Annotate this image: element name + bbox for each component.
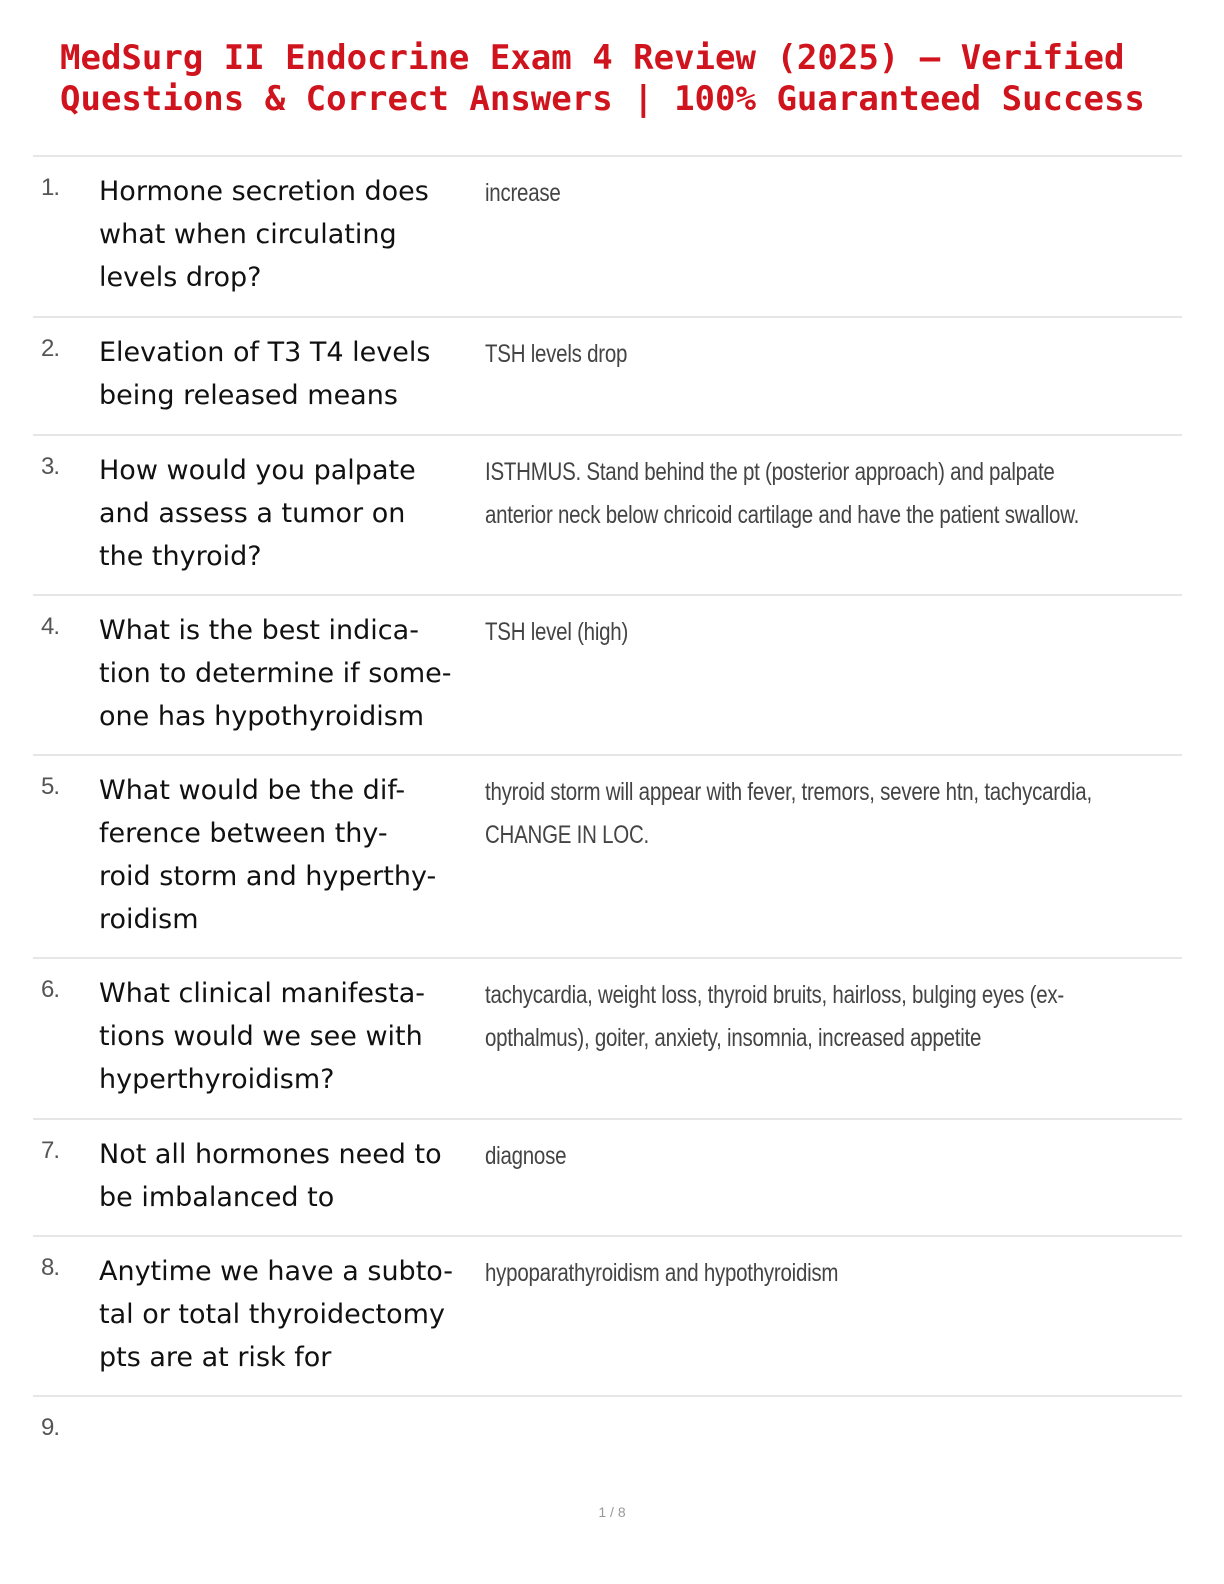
question-line: one has hypothyroidism	[99, 701, 425, 732]
question-line: being released means	[99, 380, 398, 411]
qa-item	[33, 1395, 1182, 1475]
question-line: be imbalanced to	[99, 1182, 335, 1213]
question-line: pts are at risk for	[99, 1342, 332, 1373]
answer-line: CHANGE IN LOC.	[485, 821, 649, 849]
item-number: 8.	[41, 1254, 60, 1281]
item-number: 5.	[41, 773, 60, 800]
answer-text	[485, 771, 1092, 857]
answer-line: tachycardia, weight loss, thyroid bruits, hairloss, bulging eyes (ex-	[485, 981, 1064, 1009]
answer-line: opthalmus), goiter, anxiety, insomnia, increased appetite	[485, 1024, 982, 1052]
document-title	[60, 38, 1190, 120]
question-line: ference between thy-	[99, 818, 388, 849]
item-number: 4.	[41, 613, 60, 640]
question-text	[99, 331, 479, 417]
page-number: 1 / 8	[598, 1504, 626, 1520]
item-number: 6.	[41, 976, 60, 1003]
qa-item	[33, 957, 1182, 1118]
item-number: 7.	[41, 1137, 60, 1164]
question-line: and assess a tumor on	[99, 498, 406, 529]
answer-line: ISTHMUS. Stand behind the pt (posterior approach) and palpate	[485, 458, 1055, 486]
question-line: What is the best indica-	[99, 615, 419, 646]
question-text	[99, 769, 479, 941]
question-text	[99, 1133, 479, 1219]
question-line: What would be the dif-	[99, 775, 406, 806]
answer-text	[485, 172, 1051, 215]
question-text	[99, 972, 479, 1101]
item-number: 1.	[41, 174, 60, 201]
question-line: hyperthyroidism?	[99, 1064, 335, 1095]
answer-line: anterior neck below chricoid cartilage and have the patient swallow.	[485, 501, 1080, 529]
qa-item	[33, 1235, 1182, 1395]
answer-line: TSH levels drop	[485, 340, 628, 368]
answer-text	[485, 333, 1051, 376]
item-number: 3.	[41, 453, 60, 480]
item-number: 2.	[41, 335, 60, 362]
answer-text	[485, 974, 1064, 1060]
answer-line: thyroid storm will appear with fever, tremors, severe htn, tachycardia,	[485, 778, 1092, 806]
qa-item	[33, 754, 1182, 957]
answer-line: TSH level (high)	[485, 618, 629, 646]
question-line: what when circulating	[99, 219, 397, 250]
qa-item	[33, 155, 1182, 316]
answer-text	[485, 611, 1051, 654]
question-line: levels drop?	[99, 262, 262, 293]
qa-item	[33, 594, 1182, 754]
question-line: tal or total thyroidectomy	[99, 1299, 445, 1330]
qa-item	[33, 1118, 1182, 1235]
answer-line: increase	[485, 179, 561, 207]
question-line: Elevation of T3 T4 levels	[99, 337, 431, 368]
question-line: roid storm and hyperthy-	[99, 861, 437, 892]
question-text	[99, 1250, 479, 1379]
qa-item	[33, 434, 1182, 594]
item-number: 9.	[41, 1414, 60, 1441]
question-line: Not all hormones need to	[99, 1139, 442, 1170]
answer-text	[485, 1252, 1051, 1295]
question-line: What clinical manifesta-	[99, 978, 425, 1009]
qa-list	[33, 155, 1182, 1475]
question-line: tion to determine if some-	[99, 658, 452, 689]
answer-line: hypoparathyroidism and hypothyroidism	[485, 1259, 839, 1287]
question-line: tions would we see with	[99, 1021, 423, 1052]
question-line: the thyroid?	[99, 541, 262, 572]
answer-text	[485, 1135, 1051, 1178]
title-line-1: MedSurg II Endocrine Exam 4 Review (2025) – Verified	[60, 38, 1125, 78]
question-line: roidism	[99, 904, 199, 935]
title-line-2: Questions & Correct Answers | 100% Guaranteed Success	[60, 79, 1145, 119]
question-line: Hormone secretion does	[99, 176, 429, 207]
question-text	[99, 609, 479, 738]
answer-text	[485, 451, 1080, 537]
answer-line: diagnose	[485, 1142, 567, 1170]
qa-item	[33, 316, 1182, 434]
question-text	[99, 170, 479, 299]
question-line: How would you palpate	[99, 455, 416, 486]
question-text	[99, 449, 479, 578]
question-line: Anytime we have a subto-	[99, 1256, 454, 1287]
